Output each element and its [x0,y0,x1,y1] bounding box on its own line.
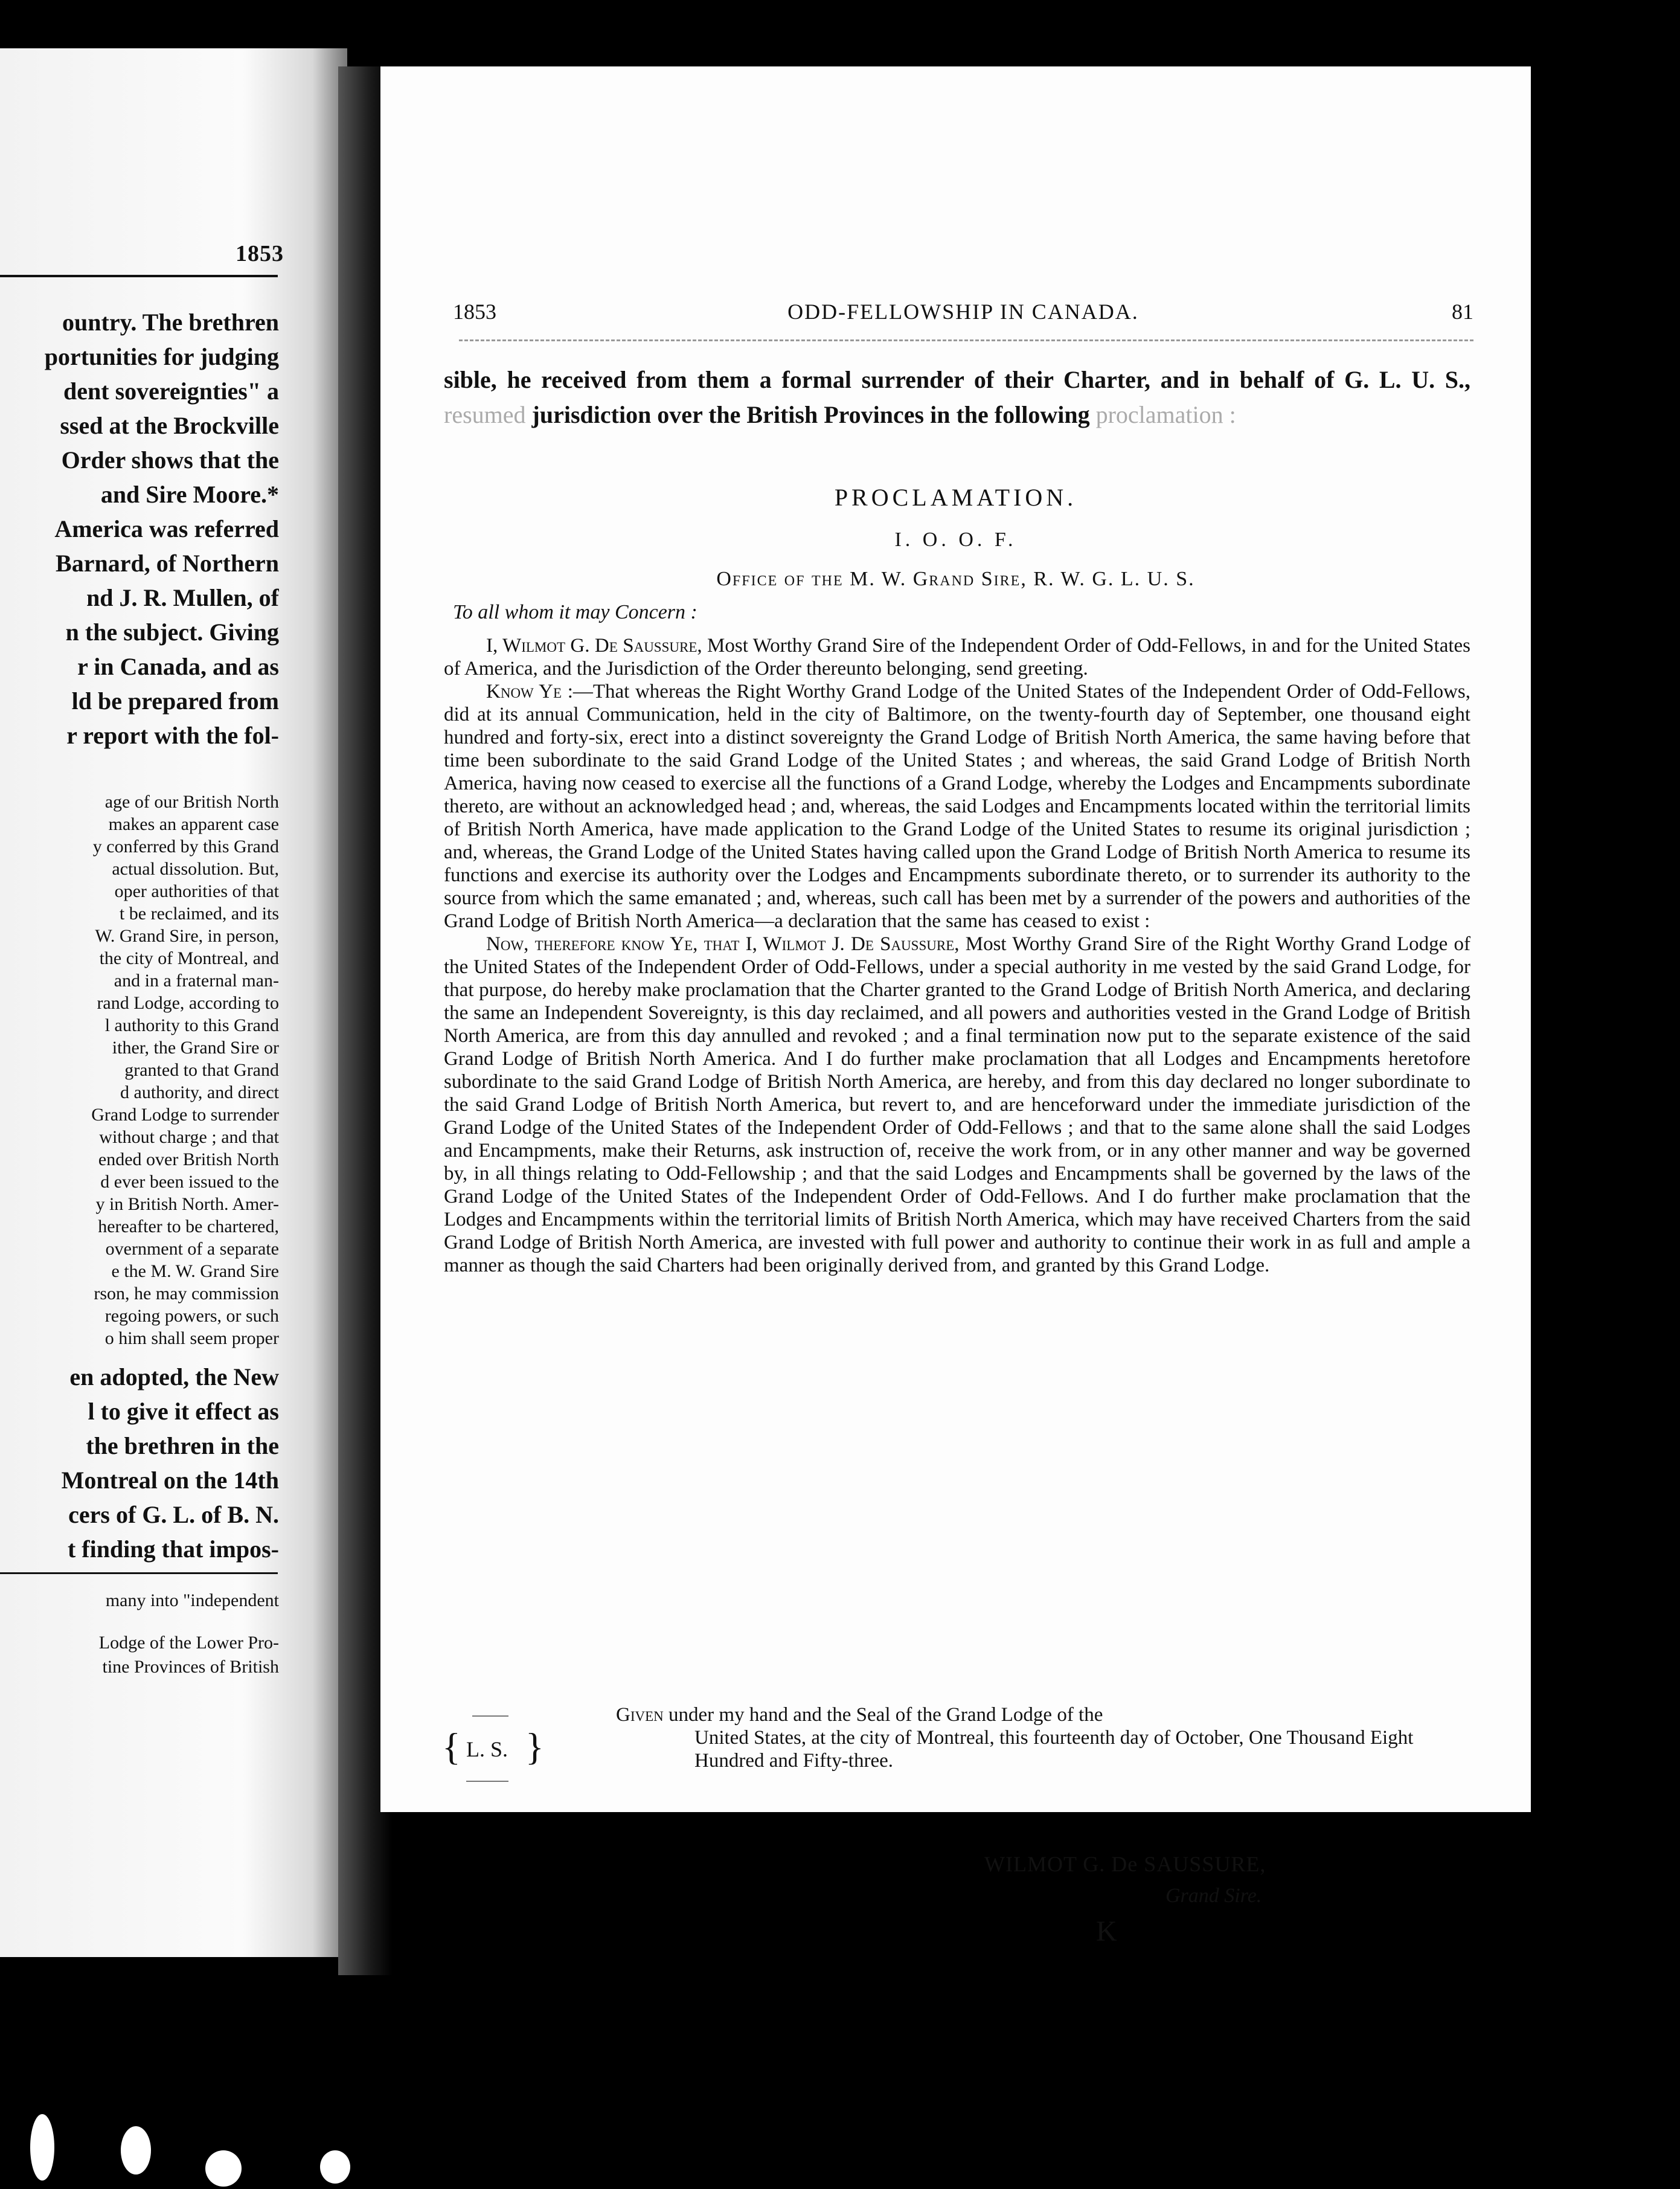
signature-mark: K [1096,1915,1117,1947]
intro-faint-2: proclamation : [1095,401,1236,428]
left-page-line: e the M. W. Grand Sire [111,1261,279,1281]
left-page-line: regoing powers, or such [104,1306,279,1326]
left-page-line: and Sire Moore.* [100,481,279,508]
left-page-line: rand Lodge, according to [97,993,279,1013]
right-page [380,66,1531,1947]
left-page-line: d authority, and direct [120,1082,279,1102]
left-page-line: actual dissolution. But, [112,859,279,879]
given-clause [616,1703,1473,1772]
left-page-line: without charge ; and that [99,1127,279,1147]
left-page-line: d ever been issued to the [100,1172,279,1192]
footnote-rule [0,1572,278,1574]
left-page-line: Grand Lodge to surrender [91,1105,279,1125]
left-page-line: rson, he may commission [94,1284,279,1303]
seal-dash-top [472,1715,508,1717]
scan-artifact [121,2126,151,2175]
left-page-line: l authority to this Grand [104,1015,279,1035]
given-line-2: United States, at the city of Montreal, this fourteenth day of October, One Thousand Eight Hundred and Fifty-three. [694,1727,1414,1772]
left-page-year: 1853 [236,241,284,266]
left-page [0,48,347,1957]
intro-text-2: jurisdiction over the British Provinces in the following [525,401,1096,428]
left-header-rule [0,275,278,277]
left-page-line: o him shall seem proper [104,1328,279,1348]
paragraph-greeting [444,634,1470,680]
left-footnote-line: many into "independent [105,1590,279,1610]
seal-text: L. S. [466,1737,508,1761]
left-page-line: l to give it effect as [88,1398,279,1425]
paragraph-lead: Now, therefore know Ye, that I, Wilmot J. De Saussure, [486,933,960,955]
left-page-line: Montreal on the 14th [61,1467,279,1494]
left-footnote-line: Lodge of the Lower Pro- [98,1633,279,1653]
given-text-1: under my hand and the Seal of the Grand Lodge of the [663,1704,1103,1726]
scan-artifact [30,2114,54,2181]
left-page-line: cers of G. L. of B. N. [68,1501,279,1528]
left-page-line: overnment of a separate [105,1239,279,1259]
left-page-line: r report with the fol- [66,722,279,749]
left-page-line: y conferred by this Grand [92,837,279,857]
seal-brace-left: { [442,1725,461,1768]
given-lead: Given [616,1704,664,1726]
given-line-1 [616,1703,1473,1726]
left-page-line: Barnard, of Northern [56,550,279,577]
left-page-line: ountry. The brethren [62,309,279,336]
left-page-line: America was referred [54,515,279,542]
left-page-line: ld be prepared from [71,687,279,715]
paragraph-lead: Know Ye [486,681,562,702]
header-rule [459,339,1473,341]
page-number: 81 [1452,300,1473,324]
seal-mark [436,1715,557,1794]
left-page-line: hereafter to be chartered, [98,1217,279,1236]
paragraph-text: Most Worthy Grand Sire of the Independent Order of Odd-Fellows, in and for the United States of America, and the Jurisdiction of the Order thereunto belonging, send greeting. [444,635,1470,680]
left-page-line: granted to that Grand [124,1060,279,1080]
seal-brace-right: } [525,1725,544,1768]
left-page-line: the city of Montreal, and [99,948,279,968]
left-page-line: ended over British North [98,1149,279,1169]
header-title: ODD-FELLOWSHIP IN CANADA. [787,300,1139,324]
left-page-line: ither, the Grand Sire or [112,1038,279,1058]
left-page-line: t finding that impos- [67,1535,279,1563]
order-initials: I. O. O. F. [894,529,1017,551]
running-header [453,299,1473,329]
left-page-line: n the subject. Giving [65,619,279,646]
salutation: To all whom it may Concern : [453,601,697,623]
left-page-line: t be reclaimed, and its [119,904,279,924]
scan-artifact [205,2150,242,2187]
left-page-line: Order shows that the [61,446,279,474]
left-page-line: r in Canada, and as [77,653,279,680]
left-page-line: age of our British North [104,792,279,812]
left-footnote-line: tine Provinces of British [102,1657,279,1677]
paragraph-text: Most Worthy Grand Sire of the Right Worthy Grand Lodge of the United States of the Independent Order of Odd-Fellows, under a special authority in me vested by the said Grand Lodge, for that purpose, do hereby make proclamation that the Charter granted to the Grand Lodge of British North America, and declaring the same an Independent Sovereignty, is this day reclaimed, and all powers and authorities vested in the Grand Lodge of British North America, are from this day annulled and revoked ; and a final termination now put to the separate existence of the said Grand Lodge of British North America. And I do further make proclamation that all Lodges and Encampments heretofore subordinate to the said Grand Lodge of British North America, are hereby, and from this day declared no longer subordinate to the said Grand Lodge of British North America, but revert to, and are henceforward under the immediate jurisdiction of the Grand Lodge of the United States of the Independent Order of Odd-Fellows ; and that to the same alone shall the said Lodges and Encampments, make their Returns, ask instruction of, receive the work from, or in any other manner and way be governed by, in all things relating to Odd-Fellowship ; and that the said Lodges and Encampments shall be governed by the laws of the Grand Lodge of the United States of the Independent Order of Odd-Fellows. And I do further make proclamation that the Lodges and Encampments within the territorial limits of British North America, which may have received Charters from the said Grand Lodge of British North America, are invested with full power and authority to continue their work in as full and ample a manner as though the said Charters had been originally derived from, and granted by this Grand Lodge. [444,933,1470,1276]
left-page-line: dent sovereignties" a [63,378,279,405]
left-page-line: nd J. R. Mullen, of [86,584,279,611]
office-line: Office of the M. W. Grand Sire, R. W. G. L. U. S. [716,568,1195,590]
left-page-line: en adopted, the New [69,1363,279,1390]
left-page-line: portunities for judging [44,343,279,370]
proclamation-title: PROCLAMATION. [834,484,1077,511]
scan-artifact [320,2150,350,2184]
signature-name: WILMOT G. De SAUSSURE, [984,1852,1266,1876]
paragraph-lead: I, Wilmot G. De Saussure, [486,635,702,657]
left-page-line: makes an apparent case [108,814,279,834]
header-year: 1853 [453,300,496,324]
paragraph-know-ye [444,680,1470,933]
seal-dash-bottom [466,1781,508,1782]
left-page-line: oper authorities of that [114,881,279,901]
left-page-line: W. Grand Sire, in person, [95,926,279,946]
proclamation-body [444,634,1470,1277]
left-page-line: y in British North. Amer- [95,1194,279,1214]
left-page-line: the brethren in the [86,1432,279,1459]
paragraph-text: :—That whereas the Right Worthy Grand Lodge of the United States of the Independent Order of Odd-Fellows, did at its annual Communication, held in the city of Baltimore, on the twenty-fourth day of September, one thousand eight hundred and forty-six, erect into a distinct sovereignty the Grand Lodge of British North America, the same having before that time been subordinate to the said Grand Lodge of the United States ; and whereas, the said Grand Lodge of British North America, having now ceased to exercise all the functions of a Grand Lodge, whereby the Lodges and Encampments subordinate thereto, are without an acknowledged head ; and, whereas, the said Lodges and Encampments located within the territorial limits of British North America, have made application to the Grand Lodge of the United States to resume its original jurisdiction ; and, whereas, the Grand Lodge of the United States having called upon the Grand Lodge of British North America to resume its functions and exercise its authority over the Lodges and Encampments subordinate thereto, or to surrender its authority to the source from which the same emanated ; and, whereas, such call has been met by a surrender of the powers and authorities of the Grand Lodge of British North America—a declaration that the same has ceased to exist : [444,681,1471,932]
intro-text-1: sible, he received from them a formal surrender of their Charter, and in behalf of G. L. U. S., [444,366,1470,393]
signature-title: Grand Sire. [1165,1885,1262,1907]
left-page-line: and in a fraternal man- [114,971,279,991]
left-page-line: ssed at the Brockville [60,412,279,439]
intro-paragraph [444,362,1470,432]
intro-faint-1: resumed [444,401,526,428]
paragraph-now-therefore [444,933,1470,1277]
